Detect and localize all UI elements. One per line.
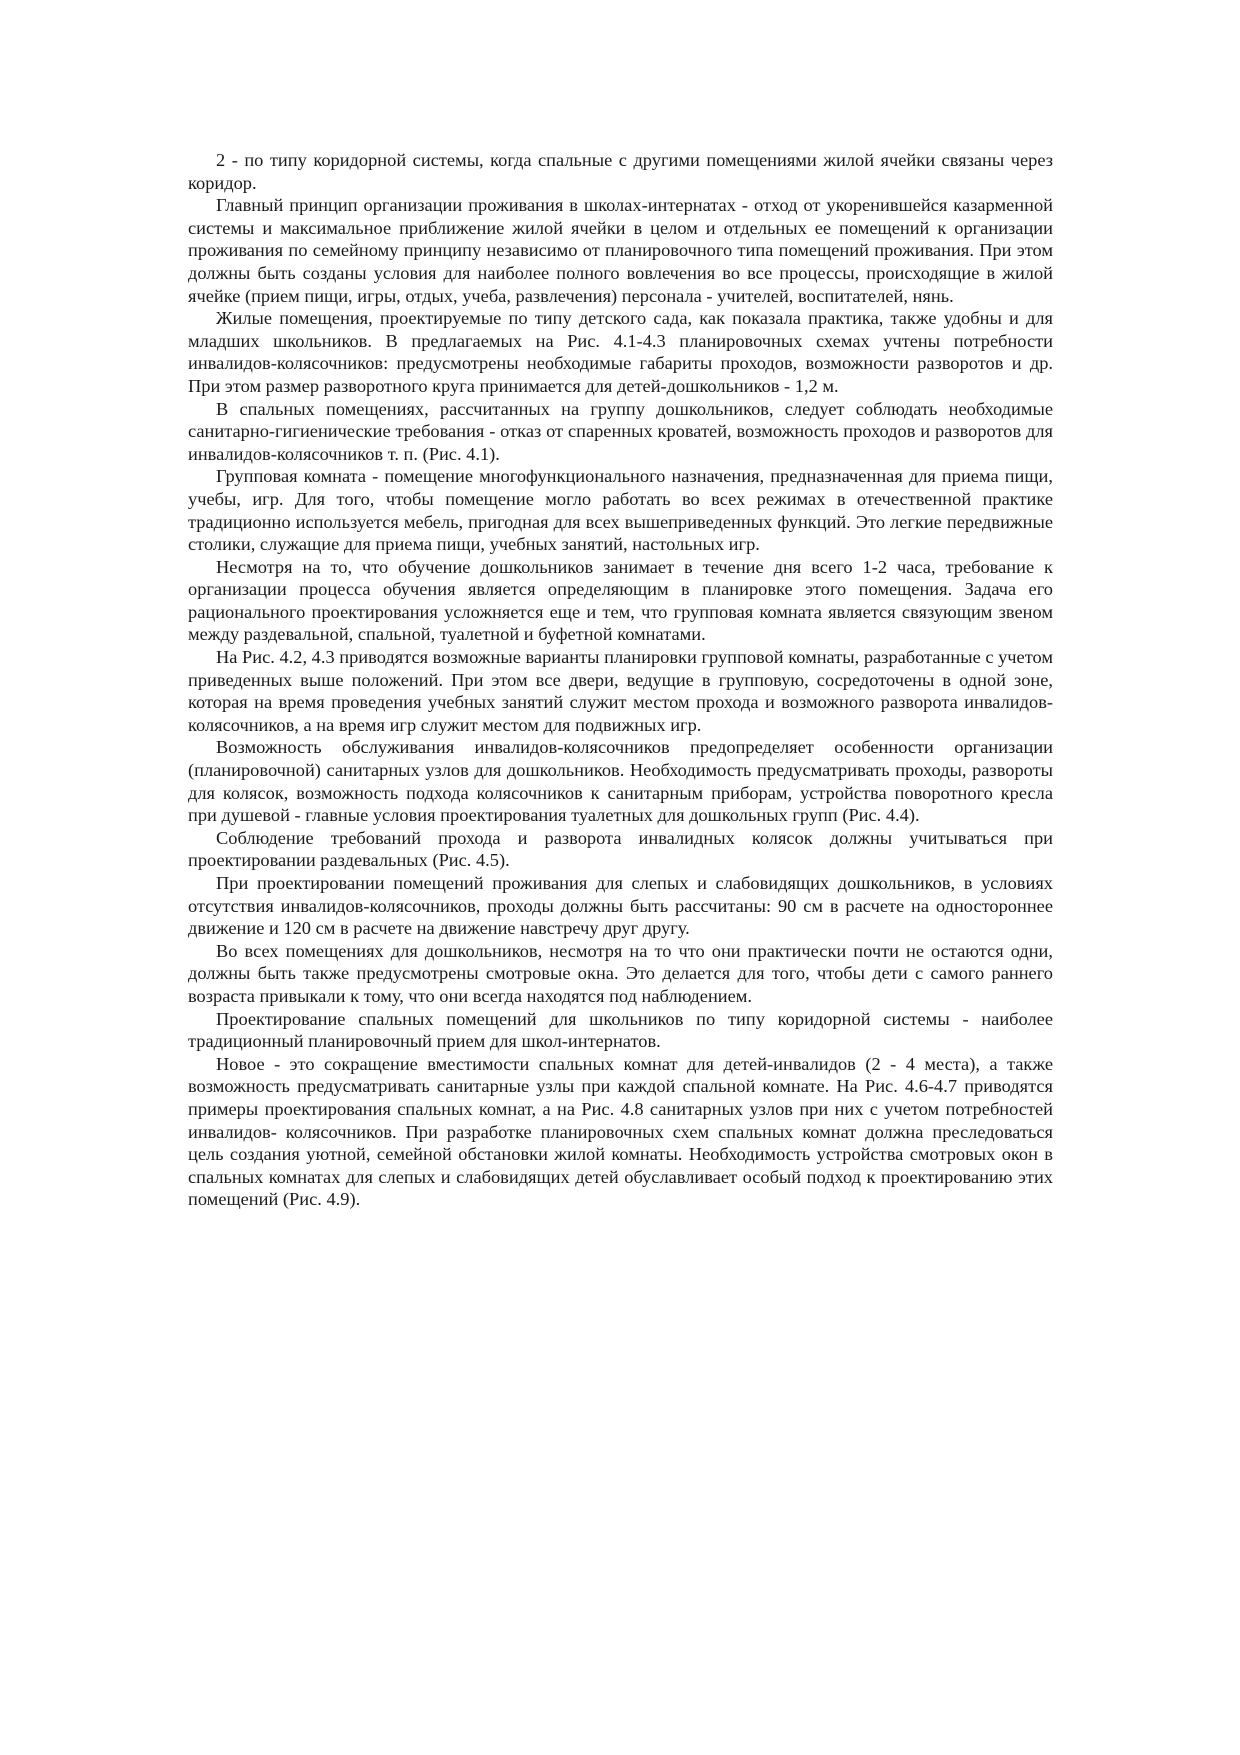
paragraph: Проектирование спальных помещений для школьников по типу коридорной системы - наиболее традиционный планировочный прием для школ-интернатов. xyxy=(188,1008,1053,1052)
paragraph: Жилые помещения, проектируемые по типу детского сада, как показала практика, также удобны и для младших школьников. В предлагаемых на Рис. 4.1-4.3 планировочных схемах учтены потребности инвалидов-колясочников: предусмотрены необходимые габариты проходов, возможности разворотов и др. При этом размер разворотного круга принимается для детей-дошкольников - 1,2 м. xyxy=(188,308,1053,396)
paragraph: В спальных помещениях, рассчитанных на группу дошкольников, следует соблюдать необходимые санитарно-гигиенические требования - отказ от спаренных кроватей, возможность проходов и разворотов для инвалидов-колясочников т. п. (Рис. 4.1). xyxy=(188,398,1053,464)
paragraph: Главный принцип организации проживания в школах-интернатах - отход от укоренившейся казарменной системы и максимальное приближение жилой ячейки в целом и отдельных ее помещений к организации проживания по семейному принципу независимо от планировочного типа помещений проживания. При этом должны быть созданы условия для наиболее полного вовлечения во все процессы, происходящие в жилой ячейке (прием пищи, игры, отдых, учеба, развлечения) персонала - учителей, воспитателей, нянь. xyxy=(188,195,1053,306)
paragraph: Соблюдение требований прохода и разворота инвалидных колясок должны учитываться при проектировании раздевальных (Рис. 4.5). xyxy=(188,827,1053,871)
body-text xyxy=(188,149,1053,1211)
paragraph: 2 - по типу коридорной системы, когда спальные с другими помещениями жилой ячейки связаны через коридор. xyxy=(188,150,1053,193)
paragraph: При проектировании помещений проживания для слепых и слабовидящих дошкольников, в условиях отсутствия инвалидов-колясочников, проходы должны быть рассчитаны: 90 см в расчете на одностороннее движение и 120 см в расчете на движение навстречу друг другу. xyxy=(188,873,1053,939)
paragraph: Групповая комната - помещение многофункционального назначения, предназначенная для приема пищи, учебы, игр. Для того, чтобы помещение могло работать во всех режимах в отечественной практике традиционно используется мебель, пригодная для всех вышеприведенных функций. Это легкие передвижные столики, служащие для приема пищи, учебных занятий, настольных игр. xyxy=(188,466,1053,555)
paragraph: Возможность обслуживания инвалидов-колясочников предопределяет особенности организации (планировочной) санитарных узлов для дошкольников. Необходимость предусматривать проходы, развороты для колясок, возможность подхода колясочников к санитарным приборам, устройства поворотного кресла при душевой - главные условия проектирования туалетных для дошкольных групп (Рис. 4.4). xyxy=(188,737,1053,826)
paragraph: Во всех помещениях для дошкольников, несмотря на то что они практически почти не остаются одни, должны быть также предусмотрены смотровые окна. Это делается для того, чтобы дети с самого раннего возраста привыкали к тому, что они всегда находятся под наблюдением. xyxy=(188,940,1053,1006)
paragraph: На Рис. 4.2, 4.3 приводятся возможные варианты планировки групповой комнаты, разработанные с учетом приведенных выше положений. При этом все двери, ведущие в групповую, сосредоточены в одной зоне, которая на время проведения учебных занятий служит местом прохода и возможного разворота инвалидов-колясочников, а на время игр служит местом для подвижных игр. xyxy=(188,647,1053,735)
paragraph: Несмотря на то, что обучение дошкольников занимает в течение дня всего 1-2 часа, требование к организации процесса обучения является определяющим в планировке этого помещения. Задача его рационального проектирования усложняется еще и тем, что групповая комната является связующим звеном между раздевальной, спальной, туалетной и буфетной комнатами. xyxy=(188,556,1053,645)
paragraph: Новое - это сокращение вместимости спальных комнат для детей-инвалидов (2 - 4 места), а также возможность предусматривать санитарные узлы при каждой спальной комнате. На Рис. 4.6-4.7 приводятся примеры проектирования спальных комнат, а на Рис. 4.8 санитарных узлов при них с учетом потребностей инвалидов- колясочников. При разработке планировочных схем спальных комнат должна преследоваться цель создания уютной, семейной обстановки жилой комнаты. Необходимость устройства смотровых окон в спальных комнатах для слепых и слабовидящих детей обуславливает особый подход к проектированию этих помещений (Рис. 4.9). xyxy=(188,1053,1053,1210)
